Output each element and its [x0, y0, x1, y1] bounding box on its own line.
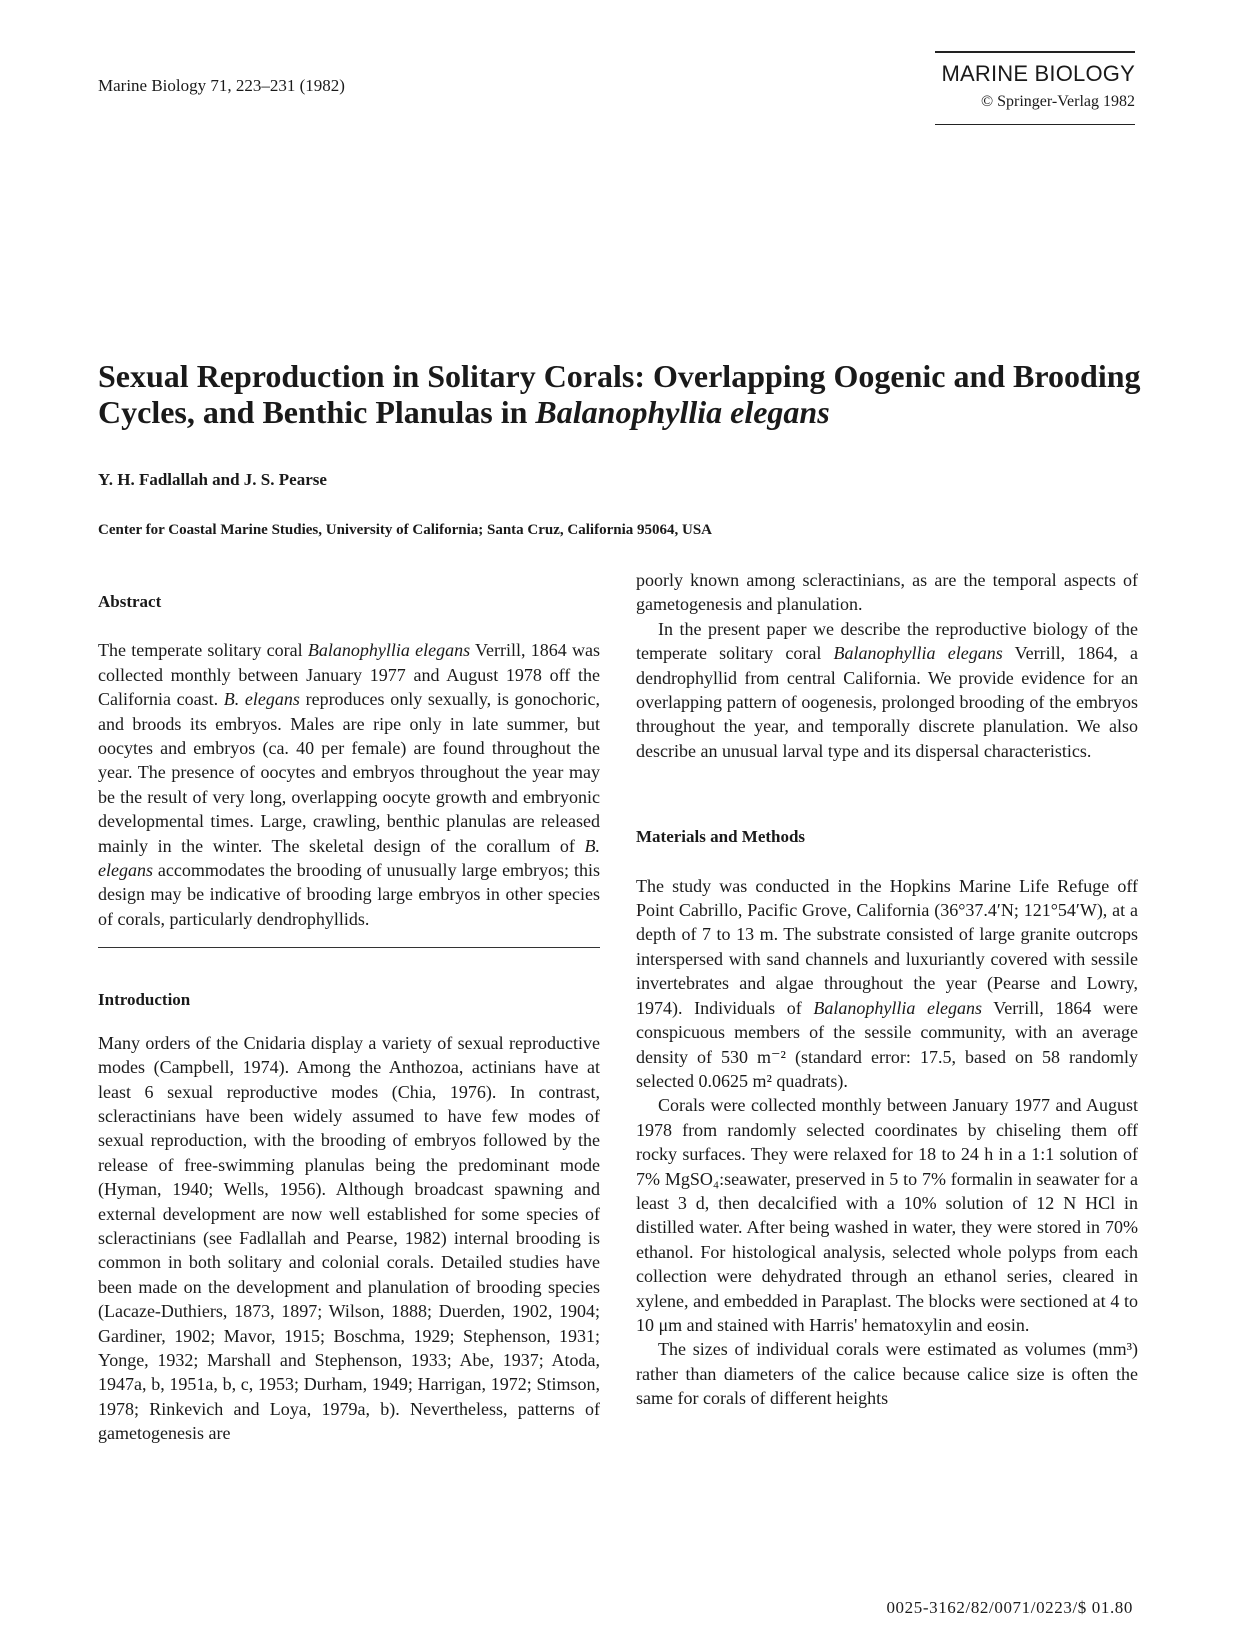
title-species: Balanophyllia elegans: [535, 394, 830, 430]
introduction-paragraph-2: In the present paper we describe the reproductive biology of the temperate solitary coral Balanophyllia elegans Verrill, 1864, a dendrophyllid from central California. We provide evidence for an overlapping pattern of oogenesis, prolonged brooding of the embryos throughout the year, and temporally discrete planulation. We also describe an unusual larval type and its dispersal characteristics.: [636, 618, 1138, 761]
header-rule-bottom: [935, 124, 1135, 125]
journal-name: MARINE BIOLOGY: [941, 61, 1135, 86]
methods-paragraph-1: The study was conducted in the Hopkins Marine Life Refuge off Point Cabrillo, Pacific Grove, California (36°37.4′N; 121°54′W), at a depth of 7 to 13 m. The substrate consisted of large granite outcrops interspersed with sand channels and luxuriantly covered with sessile invertebrates and algae throughout the year (Pearse and Lowry, 1974). Individuals of Balanophyllia elegans Verrill, 1864 were conspicuous members of the sessile community, with an average density of 530 m⁻² (standard error: 17.5, based on 58 randomly selected 0.0625 m² quadrats).: [636, 875, 1138, 1091]
introduction-paragraph-continued: poorly known among scleractinians, as are the temporal aspects of gametogenesis and planulation.: [636, 570, 1138, 615]
abstract-heading: Abstract: [98, 592, 162, 611]
methods-paragraph-2: Corals were collected monthly between January 1977 and August 1978 from randomly selected coordinates by chiseling them off rocky surfaces. They were relaxed for 18 to 24 h in a 1:1 solution of 7% MgSO₄:seawater, preserved in 5 to 7% formalin in seawater for a least 3 d, then decalcified with a 10% solution of 12 N HCl in distilled water. After being washed in water, they were stored in 70% ethanol. For histological analysis, selected whole polyps from each collection were dehydrated through an ethanol series, cleared in xylene, and embedded in Paraplast. The blocks were sectioned at 4 to 10 μm and stained with Harris' hematoxylin and eosin.: [636, 1095, 1138, 1335]
methods-heading: Materials and Methods: [636, 827, 806, 847]
journal-citation: Marine Biology 71, 223–231 (1982): [98, 76, 345, 95]
article-title: [98, 358, 1148, 430]
affiliation: Center for Coastal Marine Studies, University of California; Santa Cruz, California 95064, USA: [98, 522, 712, 538]
right-column: [636, 568, 1138, 1411]
section-divider: [98, 947, 600, 948]
title-text: Sexual Reproduction in Solitary Corals: Overlapping Oogenic and Brooding Cycles, and Benthic Planulas in: [98, 358, 1141, 430]
abstract-text: The temperate solitary coral Balanophyllia elegans Verrill, 1864 was collected monthly between January 1977 and August 1978 off the California coast. B. elegans reproduces only sexually, is gonochoric, and broods its embryos. Males are ripe only in late summer, but oocytes and embryos (ca. 40 per female) are found throughout the year. The presence of oocytes and embryos throughout the year may be the result of very long, overlapping oocyte growth and embryonic developmental times. Large, crawling, benthic planulas are released mainly in the winter. The skeletal design of the corallum of B. elegans accommodates the brooding of unusually large embryos; this design may be indicative of brooding large embryos in other species of corals, particularly dendrophyllids.: [98, 640, 600, 929]
header-rule-top: [935, 51, 1135, 53]
introduction-paragraph: Many orders of the Cnidaria display a variety of sexual reproductive modes (Campbell, 1974). Among the Anthozoa, actinians have at least 6 sexual reproductive modes (Chia, 1976). In contrast, scleractinians have been widely assumed to have few modes of sexual reproduction, with the brooding of embryos followed by the release of free-swimming planulas being the predominant mode (Hyman, 1940; Wells, 1956). Although broadcast spawning and external development are now well established for some species of scleractinians (see Fadlallah and Pearse, 1982) internal brooding is common in both solitary and colonial corals. Detailed studies have been made on the development and planulation of brooding species (Lacaze-Duthiers, 1873, 1897; Wilson, 1888; Duerden, 1902, 1904; Gardiner, 1902; Mavor, 1915; Boschma, 1929; Stephenson, 1931; Yonge, 1932; Marshall and Stephenson, 1933; Abe, 1937; Atoda, 1947a, b, 1951a, b, c, 1953; Durham, 1949; Harrigan, 1972; Stimson, 1978; Rinkevich and Loya, 1979a, b). Nevertheless, patterns of gametogenesis are: [98, 1032, 600, 1444]
methods-paragraph-3: The sizes of individual corals were estimated as volumes (mm³) rather than diameters of the calice because calice size is often the same for corals of different heights: [636, 1339, 1138, 1409]
left-column: [98, 590, 600, 1446]
authors: Y. H. Fadlallah and J. S. Pearse: [98, 470, 327, 489]
publisher-copyright: © Springer-Verlag 1982: [980, 93, 1135, 110]
price-code: 0025-3162/82/0071/0223/$ 01.80: [886, 1598, 1133, 1617]
introduction-heading: Introduction: [98, 990, 191, 1010]
